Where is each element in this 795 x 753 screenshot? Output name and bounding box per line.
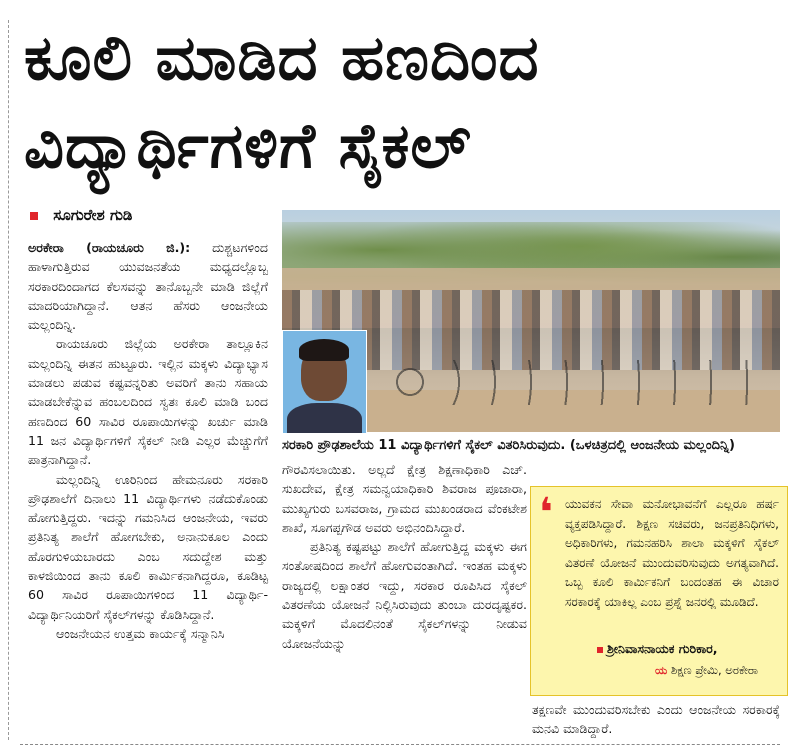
- dateline: ಅರಕೇರಾ (ರಾಯಚೂರು ಜಿ.):: [28, 240, 191, 255]
- top-band: [0, 0, 795, 14]
- inset-portrait: [282, 330, 367, 434]
- article-left-column: [28, 238, 268, 643]
- bottom-divider: [20, 744, 780, 745]
- quote-mark-icon: ❛: [539, 490, 553, 536]
- article-middle-column: [282, 460, 527, 653]
- article-paragraph: ರಾಯಚೂರು ಜಿಲ್ಲೆಯ ಅರಕೇರಾ ತಾಲ್ಲೂಕಿನ ಮಲ್ಲಂದಿನ್ನಿ ಈತನ ಹುಟ್ಟೂರು. ಇಲ್ಲಿನ ಮಕ್ಕಳು ವಿದ್ಯಾಭ್ಯಾಸ ಮಾಡಲು ಪಡುವ ಕಷ್ಟವನ್ನರಿತು ಅವರಿಗೆ ತಾನು ಸಹಾಯ ಮಾಡಬೇಕೆನ್ನುವ ಹಂಬಲದಿಂದ ಸ್ವತಃ ಕೂಲಿ ಮಾಡಿ ಬಂದ ಹಣದಿಂದ 60 ಸಾವಿರ ರೂಪಾಯಿಗಳನ್ನು ಖರ್ಚು ಮಾಡಿ 11 ಜನ ವಿದ್ಯಾರ್ಥಿಗಳಿಗೆ ಸೈಕಲ್ ನೀಡಿ ಎಲ್ಲರ ಮೆಚ್ಚುಗೆಗೆ ಪಾತ್ರನಾಗಿದ್ದಾನೆ.: [28, 336, 268, 468]
- left-cut-edge: [8, 20, 15, 740]
- byline-author: ಸೂಗುರೇಶ ಗುಡಿ: [53, 206, 133, 224]
- headline-line-1: ಕೂಲಿ ಮಾಡಿದ ಹಣದಿಂದ: [24, 21, 540, 94]
- headline-line-2: ವಿದ್ಯಾರ್ಥಿಗಳಿಗೆ ಸೈಕಲ್: [24, 109, 472, 182]
- article-paragraph: ಅರಕೇರಾ (ರಾಯಚೂರು ಜಿ.): ದುಶ್ಚಟಗಳಿಂದ ಹಾಳಾಗುತ್ತಿರುವ ಯುವಜನತೆಯ ಮಧ್ಯದಲ್ಲೊಬ್ಬ ಸರಕಾರದಿಂದಾಗದ ಕೆಲಸವನ್ನು ತಾನೊಬ್ಬನೇ ಮಾಡಿ ಜಿಲ್ಲೆಗೆ ಮಾದರಿಯಾಗಿದ್ದಾನೆ. ಆತನ ಹೆಸರು ಆಂಜನೇಯ ಮಲ್ಲಂದಿನ್ನಿ.: [28, 240, 268, 333]
- photo-bicycles: [392, 360, 772, 405]
- article-paragraph: ಪ್ರತಿನಿತ್ಯ ಕಷ್ಟಪಟ್ಟು ಶಾಲೆಗೆ ಹೋಗುತ್ತಿದ್ದ ಮಕ್ಕಳು ಈಗ ಸಂತೋಷದಿಂದ ಶಾಲೆಗೆ ಹೋಗುವಂತಾಗಿದೆ. ಇಂತಹ ಮಕ್ಕಳು ರಾಜ್ಯದಲ್ಲಿ ಲಕ್ಷಾಂತರ ಇದ್ದು, ಸರಕಾರ ರೂಪಿಸಿದ ಸೈಕಲ್ ವಿತರಣೆಯ ಯೋಜನೆ ನಿಲ್ಲಿಸಿರುವುದು ತುಂಬಾ ದುರದೃಷ್ಟಕರ. ಮಕ್ಕಳಿಗೆ ಮೊದಲಿನಂತೆ ಸೈಕಲ್‌ಗಳನ್ನು ನೀಡುವ ಯೋಜನೆಯನ್ನು: [282, 539, 527, 651]
- photo-caption: ಸರಕಾರಿ ಪ್ರೌಢಶಾಲೆಯ 11 ವಿದ್ಯಾರ್ಥಿಗಳಿಗೆ ಸೈಕಲ್ ವಿತರಿಸಿರುವುದು. (ಒಳಚಿತ್ರದಲ್ಲಿ ಆಂಜನೇಯ ಮಲ್ಲಂದಿನ್ನಿ): [282, 438, 735, 453]
- quote-text: ಯುವಕನ ಸೇವಾ ಮನೋಭಾವನೆಗೆ ಎಲ್ಲರೂ ಹರ್ಷ ವ್ಯಕ್ತಪಡಿಸಿದ್ದಾರೆ. ಶಿಕ್ಷಣ ಸಚಿವರು, ಜನಪ್ರತಿನಿಧಿಗಳು, ಅಧಿಕಾರಿಗಳು, ಗಮನಹರಿಸಿ ಶಾಲಾ ಮಕ್ಕಳಿಗೆ ಸೈಕಲ್ ವಿತರಣೆ ಯೋಜನೆ ಮುಂದುವರಿಸುವುದು ಅಗತ್ಯವಾಗಿದೆ. ಒಬ್ಬ ಕೂಲಿ ಕಾರ್ಮಿಕನಿಗೆ ಬಂದಂತಹ ಈ ವಿಚಾರ ಸರಕಾರಕ್ಕೆ ಯಾಕಿಲ್ಲ ಎಂಬ ಪ್ರಶ್ನೆ ಜನರಲ್ಲಿ ಮೂಡಿದೆ.: [565, 497, 779, 609]
- quote-author: ಶ್ರೀನಿವಾಸನಾಯಕ ಗುರಿಕಾರ,: [597, 641, 718, 657]
- byline: [30, 206, 132, 224]
- portrait-hair: [299, 339, 349, 361]
- bullet-square-icon: [30, 212, 38, 220]
- article-right-continuation: ತಕ್ಷಣವೇ ಮುಂದುವರಿಸಬೇಕು ಎಂದು ಆಂಜನೇಯ ಸರಕಾರಕ್ಕೆ ಮನವಿ ಮಾಡಿದ್ದಾರೆ.: [532, 702, 780, 737]
- quote-box: [530, 486, 788, 696]
- article-paragraph: ಮಲ್ಲಂದಿನ್ನಿ ಊರಿನಿಂದ ಹೇಮನೂರು ಸರಕಾರಿ ಪ್ರೌಢಶಾಲೆಗೆ ದಿನಾಲು 11 ವಿದ್ಯಾರ್ಥಿಗಳು ನಡೆದುಕೊಂಡು ಹೋಗುತ್ತಿದ್ದರು. ಇದನ್ನು ಗಮನಿಸಿದ ಆಂಜನೇಯ, ಇವರು ಪ್ರತಿನಿತ್ಯ ಶಾಲೆಗೆ ಹೋಗಬೇಕು, ಅನಾನುಕೂಲ ಎಂದು ಹೊರಗುಳಿಯಬಾರದು ಎಂಬ ಸದುದ್ದೇಶ ಮತ್ತು ಕಾಳಜಿಯಿಂದ ತಾನು ಕೂಲಿ ಕಾರ್ಮಿಕನಾಗಿದ್ದರೂ, ಕೂಡಿಟ್ಟ 60 ಸಾವಿರ ರೂಪಾಯಿಗಳಿಂದ 11 ವಿದ್ಯಾರ್ಥಿ-ವಿದ್ಯಾರ್ಥಿನಿಯರಿಗೆ ಸೈಕಲ್‌ಗಳನ್ನು ಕೊಡಿಸಿದ್ದಾನೆ.: [28, 471, 268, 622]
- article-paragraph: ಗೌರವಿಸಲಾಯಿತು. ಅಲ್ಲದೆ ಕ್ಷೇತ್ರ ಶಿಕ್ಷಣಾಧಿಕಾರಿ ಎಚ್. ಸುಖದೇವ, ಕ್ಷೇತ್ರ ಸಮನ್ವಯಾಧಿಕಾರಿ ಶಿವರಾಜ ಪೂಜಾರಾ, ಮುಖ್ಯಗುರು ಬಸವರಾಜ, ಗ್ರಾಮದ ಮುಖಂಡರಾದ ವೆಂಕಟೇಶ ಶಾಖೆ, ಸೂಗಪ್ಪಗೌಡ ಅವರು ಅಭಿನಂದಿಸಿದ್ದಾರೆ.: [282, 462, 527, 535]
- quote-author-role: ಯ ಶಿಕ್ಷಣ ಪ್ರೇಮಿ, ಅರಕೇರಾ: [655, 663, 759, 677]
- article-paragraph: ಆಂಜನೇಯನ ಉತ್ತಮ ಕಾರ್ಯಕ್ಕೆ ಸನ್ಮಾನಿಸಿ: [56, 625, 225, 641]
- bullet-square-icon: [597, 647, 603, 653]
- portrait-shirt: [287, 403, 362, 434]
